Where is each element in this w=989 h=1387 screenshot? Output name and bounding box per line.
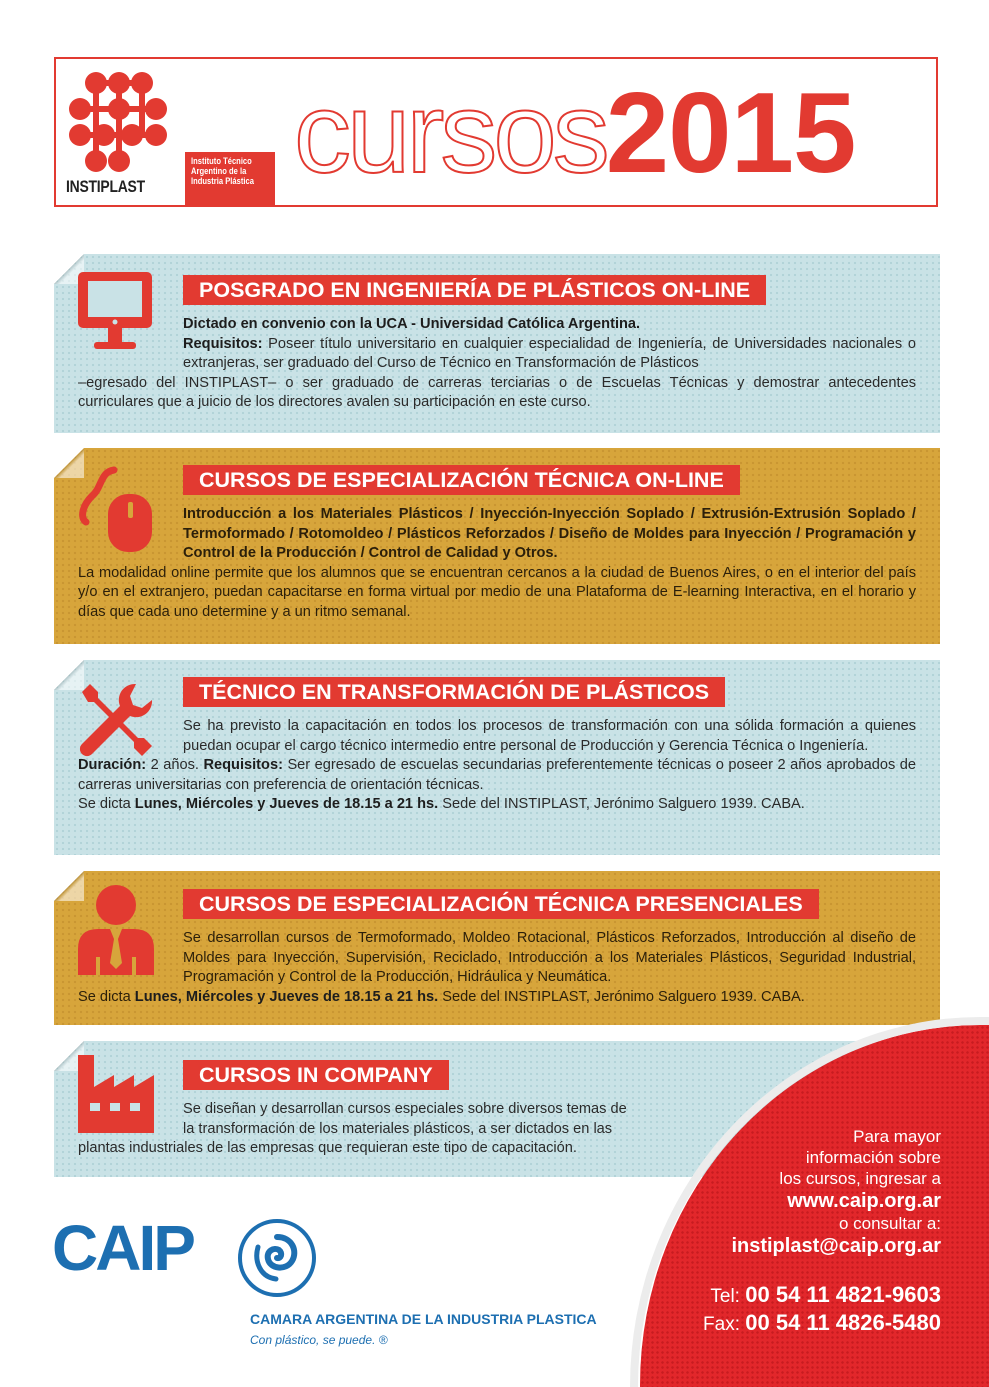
phone-line	[703, 1282, 941, 1310]
title-year: 2015	[605, 70, 856, 197]
section-body	[78, 315, 916, 413]
schedule-days: Lunes, Miércoles y Jueves de 18.15 a 21 hs.	[134, 988, 439, 1005]
instiplast-dots-icon	[66, 69, 172, 173]
fax-label: Fax:	[703, 1314, 746, 1335]
logo-sub-line: Instituto Técnico	[191, 156, 252, 167]
requirements-label: Requisitos:	[183, 335, 263, 352]
section-presenciales	[54, 871, 940, 1025]
caip-name: CAMARA ARGENTINA DE LA INDUSTRIA PLASTICA	[250, 1311, 597, 1327]
section-body	[78, 717, 916, 815]
section-intro: Se ha previsto la capacitación en todos los procesos de transformación con una sólida formación a quienes puedan ocupar el cargo técnico intermedio entre personal de Producción y Gerencia Técnica o Ingeniería.	[183, 718, 916, 754]
section-title: TÉCNICO EN TRANSFORMACIÓN DE PLÁSTICOS	[183, 677, 725, 707]
contact-line: o consultar a:	[838, 1214, 941, 1233]
section-online	[54, 448, 940, 644]
requirements-text-cont: –egresado del INSTIPLAST– o ser graduado de carreras terciarias o de Escuelas Técnicas y demostrar antecedentes curriculares que a juicio de los directores avalen su participación en este curso.	[78, 374, 916, 411]
schedule-location: Sede del INSTIPLAST, Jerónimo Salguero 1939. CABA.	[438, 988, 805, 1005]
section-paragraph: Se desarrollan cursos de Termoformado, Moldeo Rotacional, Plásticos Reforzados, Introducción al diseño de Moldes para Inyección, Supervisión, Reciclado, Introducción a los Materiales Plásticos, Seguridad Industrial, Programación y Control de la Producción, Hidráulica y Neumática.	[183, 930, 916, 986]
tel-value[interactable]: 00 54 11 4821-9603	[745, 1282, 941, 1307]
instiplast-logo	[56, 59, 254, 205]
logo-subtitle	[185, 152, 275, 205]
section-lead: Introducción a los Materiales Plásticos / Inyección-Inyección Soplado / Extrusión-Extrusión Soplado / Termoformado / Rotomoldeo / Plásticos Reforzados / Diseño de Moldes para Inyección / Programación y Control de la Producción / Control de Calidad y Otros.	[183, 506, 916, 562]
requirements-text: Ser egresado de escuelas secundarias preferentemente técnicas o poseer 2 años aprobados de carreras universitarias con preferencia de orientación técnicas.	[78, 757, 916, 793]
contact-info	[703, 1126, 941, 1338]
page-title	[294, 69, 855, 199]
section-posgrado	[54, 254, 940, 433]
requirements-label: Requisitos:	[203, 757, 283, 774]
schedule-pre: Se dicta	[78, 988, 135, 1005]
logo-sub-line: Industria Plástica	[191, 176, 254, 187]
section-title: POSGRADO EN INGENIERÍA DE PLÁSTICOS ON-LINE	[183, 275, 766, 305]
tel-label: Tel:	[710, 1286, 746, 1307]
schedule-days: Lunes, Miércoles y Jueves de 18.15 a 21 hs.	[134, 796, 439, 813]
contact-line: información sobre	[805, 1148, 941, 1167]
logo-sub-line: Argentino de la	[191, 166, 247, 177]
header-banner	[54, 57, 938, 207]
section-line: Se diseñan y desarrollan cursos especiales sobre diversos temas de	[183, 1101, 627, 1117]
section-body	[78, 1100, 720, 1159]
logo-name: INSTIPLAST	[66, 177, 145, 196]
fax-value: 00 54 11 4826-5480	[745, 1310, 941, 1335]
schedule-location: Sede del INSTIPLAST, Jerónimo Salguero 1939. CABA.	[438, 796, 805, 813]
caip-slogan: Con plástico, se puede. ®	[250, 1333, 388, 1347]
title-word: cursos	[294, 70, 606, 197]
caip-logo-text: CAIP	[52, 1212, 193, 1284]
email-link[interactable]: instiplast@caip.org.ar	[731, 1235, 941, 1257]
section-body	[78, 929, 916, 1007]
section-title: CURSOS DE ESPECIALIZACIÓN TÉCNICA PRESENCIALES	[183, 889, 819, 919]
section-lead: Dictado en convenio con la UCA - Universidad Católica Argentina.	[183, 316, 641, 332]
section-title: CURSOS DE ESPECIALIZACIÓN TÉCNICA ON-LINE	[183, 465, 740, 495]
section-line: plantas industriales de las empresas que requieran este tipo de capacitación.	[78, 1140, 577, 1157]
fax-line	[703, 1310, 941, 1338]
duration-value: 2 años.	[146, 757, 204, 774]
section-line: la transformación de los materiales plásticos, a ser dictados en las	[183, 1120, 613, 1137]
section-paragraph: La modalidad online permite que los alumnos que se encuentran cercanos a la ciudad de Buenos Aires, o en el interior del país y/o en el extranjero, puedan capacitarse en forma virtual por medio de una Plataforma de E-learning Interactiva, en el horario y días que cada uno determine y a un ritmo semanal.	[78, 564, 916, 620]
contact-line: Para mayor	[853, 1127, 941, 1146]
duration-label: Duración:	[78, 757, 147, 774]
website-link[interactable]: www.caip.org.ar	[787, 1190, 941, 1212]
caip-emblem-icon	[236, 1217, 318, 1299]
section-body	[78, 505, 916, 623]
schedule-pre: Se dicta	[78, 796, 135, 813]
section-title: CURSOS IN COMPANY	[183, 1060, 449, 1090]
requirements-text: Poseer título universitario en cualquier especialidad de Ingeniería, de Universidades nacionales o extranjeras, ser graduado del Curso de Técnico en Transformación de Plásticos	[183, 335, 916, 372]
section-tecnico	[54, 660, 940, 855]
contact-line: los cursos, ingresar a	[779, 1169, 941, 1188]
